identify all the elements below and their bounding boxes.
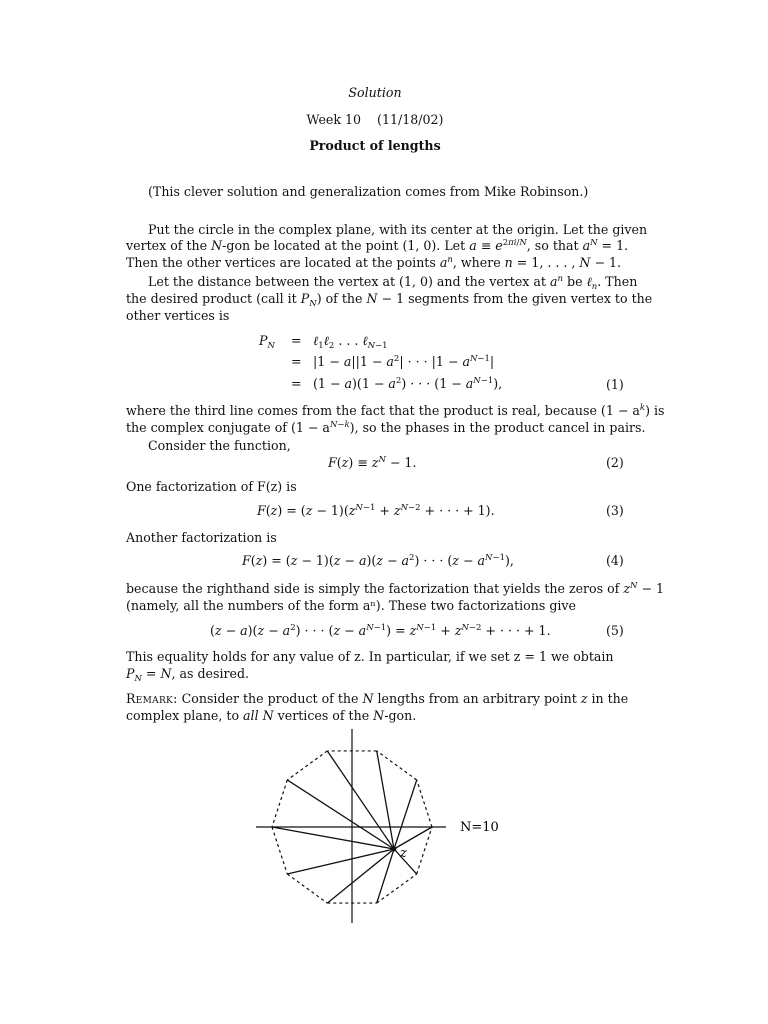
para3-line3: Consider the function, xyxy=(148,438,291,453)
spoke-line xyxy=(377,849,394,903)
remark-line1: Remark: Consider the product of the N lengths from an arbitrary point z in the xyxy=(126,691,629,706)
para1-line3: Then the other vertices are located at the points $a^n$, where n = 1, . . . , N − 1. xyxy=(126,255,622,270)
decagon-figure xyxy=(240,725,520,935)
para2-line3: other vertices is xyxy=(126,308,230,323)
polygon-edge xyxy=(272,780,287,827)
figure-axes xyxy=(256,729,446,923)
para3-line2: the complex conjugate of $(1 - a^{N-k})$, so the phases in the product cancel in pairs. xyxy=(126,420,646,435)
polygon-edge xyxy=(272,827,287,874)
eq1-row3: $(1 - a)(1 - a^2)$ · · · $(1 - a^{N-1})$, xyxy=(313,376,503,391)
remark-label: Remark: xyxy=(126,691,178,706)
eq1-row1: ℓ$_1$ℓ$_2$ . . . ℓ$_{N-1}$ xyxy=(313,333,388,351)
remark-line2: complex plane, to all N vertices of the N-gon. xyxy=(126,708,417,723)
polygon-edge xyxy=(287,751,327,780)
para5-line2: $P_N = N$, as desired. xyxy=(126,666,250,684)
eq4-number: (4) xyxy=(606,553,624,568)
week-date: (11/18/02) xyxy=(377,112,444,127)
eq1-equals-1: = xyxy=(291,333,302,348)
polygon-edge xyxy=(417,780,432,827)
para4-line2: (namely, all the numbers of the form aⁿ). These two factorizations give xyxy=(126,598,576,613)
week-number: Week 10 xyxy=(306,112,362,127)
polygon-edge xyxy=(377,874,417,903)
eq1-equals-3: = xyxy=(291,376,302,391)
eq1-row2: $|1 - a||1 - a^2|$ · · · $|1 - a^{N-1}|$ xyxy=(313,354,495,369)
week-line xyxy=(0,112,750,127)
eq1-number: (1) xyxy=(606,377,624,392)
eq4-body: $F(z) = (z - 1)(z - a)(z - a^2)$ · · · $(z - a^{N-1})$, xyxy=(242,553,514,568)
para4-line1: because the righthand side is simply the factorization that yields the zeros of $z^N - 1$ xyxy=(126,581,665,596)
point-z-label: z xyxy=(400,846,407,861)
eq3-body: $F(z) = (z - 1)(z^{N-1} + z^{N-2}$ + · · · + 1). xyxy=(257,503,495,518)
eq5-number: (5) xyxy=(606,623,624,638)
eq1-equals-2: = xyxy=(291,354,302,369)
eq5-body: $(z - a)(z - a^2)$ · · · $(z - a^{N-1}) = z^{N-1} + z^{N-2}$ + · · · + 1. xyxy=(210,623,551,638)
one-factorization: One factorization of F(z) is xyxy=(126,479,297,494)
para5-line1: This equality holds for any value of z. In particular, if we set z = 1 we obtain xyxy=(126,649,614,664)
spoke-line xyxy=(272,827,394,849)
another-factorization: Another factorization is xyxy=(126,530,277,545)
eq3-number: (3) xyxy=(606,503,624,518)
eq1-lhs: $P_N$ xyxy=(259,333,275,351)
point-z xyxy=(392,847,397,852)
para1-line1: Put the circle in the complex plane, with its center at the origin. Let the given xyxy=(148,222,648,237)
attribution: (This clever solution and generalization comes from Mike Robinson.) xyxy=(148,184,589,199)
polygon-edge xyxy=(287,874,327,903)
eq2-number: (2) xyxy=(606,455,624,470)
eq2-body: $F(z) \equiv z^N - 1$. xyxy=(328,455,417,470)
spoke-line xyxy=(287,780,394,849)
polygon-edge xyxy=(377,751,417,780)
spoke-line xyxy=(394,780,417,849)
solution-label: Solution xyxy=(348,85,402,100)
para1-line2: vertex of the N-gon be located at the point (1, 0). Let $a \equiv e^{2\pi i/N}$, so that $a^N = 1$. xyxy=(126,238,629,253)
n-label: N=10 xyxy=(460,820,499,835)
para2-line1: Let the distance between the vertex at (1, 0) and the vertex at $a^n$ be ℓ$_n$. Then xyxy=(148,274,638,292)
spoke-line xyxy=(377,751,394,849)
para3-line1: where the third line comes from the fact that the product is real, because $(1 - a^k)$ is xyxy=(126,403,665,418)
spoke-line xyxy=(327,751,394,849)
page-title: Product of lengths xyxy=(309,138,441,153)
para2-line2: the desired product (call it $P_N$) of the N − 1 segments from the given vertex to the xyxy=(126,291,653,309)
